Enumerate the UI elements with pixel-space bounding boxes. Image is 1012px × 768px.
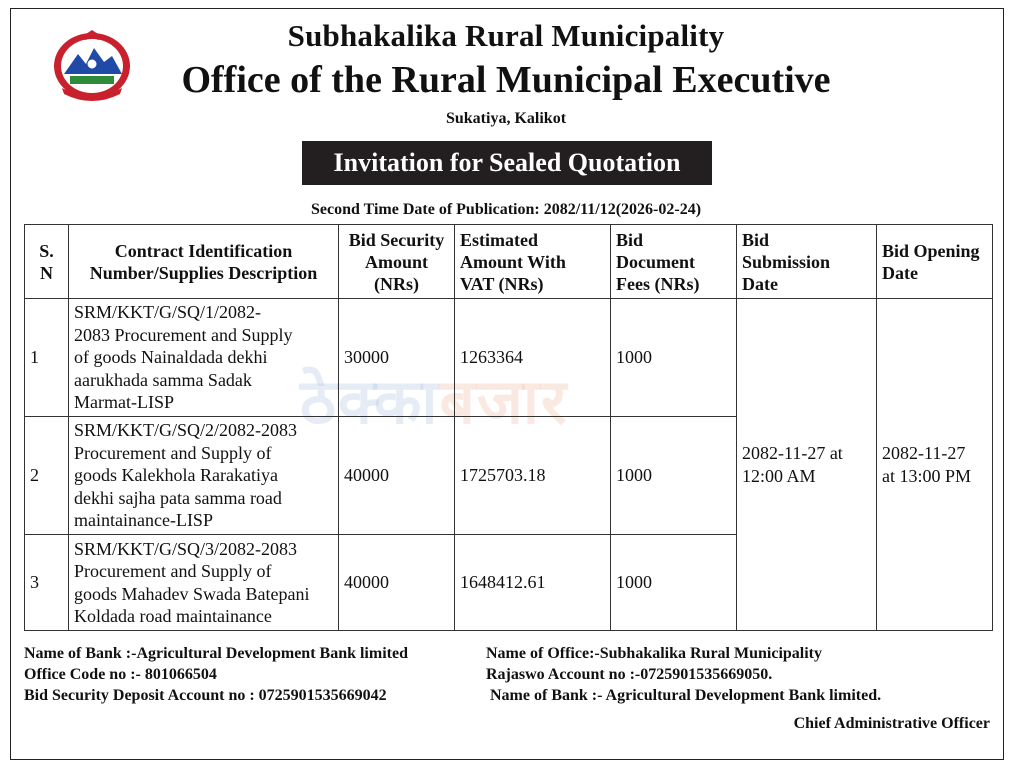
header-document-fees: Bid Document Fees (NRs) [611,225,737,299]
table-header-row [25,225,993,299]
row-document-fees: 1000 [611,417,737,535]
row-sn: 2 [25,417,69,535]
deposit-account: Bid Security Deposit Account no : 0725901535669042 [24,687,387,704]
signature-title: Chief Administrative Officer [793,715,990,732]
header-estimated-amount: Estimated Amount With VAT (NRs) [455,225,611,299]
row-sn: 1 [25,299,69,417]
row-sn: 3 [25,535,69,631]
header-description: Contract Identification Number/Supplies Description [69,225,339,299]
publication-date: Second Time Date of Publication: 2082/11/12(2026-02-24) [310,201,702,218]
row-estimated-amount: 1648412.61 [455,535,611,631]
bank-name-right: Name of Bank :- Agricultural Development Bank limited. [486,687,882,704]
opening-date: 2082-11-27 at 13:00 PM [877,299,993,631]
row-bid-security: 40000 [339,417,455,535]
revenue-account: Rajaswo Account no :-0725901535669050. [486,666,773,683]
office-location: Sukatiya, Kalikot [445,110,567,127]
office-name: Office of the Rural Municipal Executive [181,59,831,101]
header-sn: S. N [25,225,69,299]
row-estimated-amount: 1263364 [455,299,611,417]
row-bid-security: 30000 [339,299,455,417]
bank-name: Name of Bank :-Agricultural Development Bank limited [24,645,408,662]
bank-details-left [24,643,408,706]
row-bid-security: 40000 [339,535,455,631]
bank-details-right [486,643,881,706]
row-description: SRM/KKT/G/SQ/1/2082- 2083 Procurement and Supply of goods Nainaldada dekhi aarukhada samma Sadak Marmat-LISP [69,299,339,417]
office-code: Office Code no :- 801066504 [24,666,217,683]
notice-banner: Invitation for Sealed Quotation [302,141,712,185]
watermark-part1: ठेक्का [300,365,440,438]
watermark-part2: बजार [439,365,569,438]
row-estimated-amount: 1725703.18 [455,417,611,535]
row-document-fees: 1000 [611,299,737,417]
submission-date: 2082-11-27 at 12:00 AM [737,299,877,631]
table-row [25,299,993,417]
row-description: SRM/KKT/G/SQ/2/2082-2083 Procurement and Supply of goods Kalekhola Rarakatiya dekhi sajha pata samma road maintainance-LISP [69,417,339,535]
header-bid-security: Bid Security Amount (NRs) [339,225,455,299]
row-description: SRM/KKT/G/SQ/3/2082-2083 Procurement and Supply of goods Mahadev Swada Batepani Koldada road maintainance [69,535,339,631]
header-opening-date: Bid Opening Date [877,225,993,299]
bid-table [24,224,993,631]
office-name-footer: Name of Office:-Subhakalika Rural Municipality [486,645,823,662]
municipality-name: Subhakalika Rural Municipality [287,18,725,53]
row-document-fees: 1000 [611,535,737,631]
header-submission-date: Bid Submission Date [737,225,877,299]
